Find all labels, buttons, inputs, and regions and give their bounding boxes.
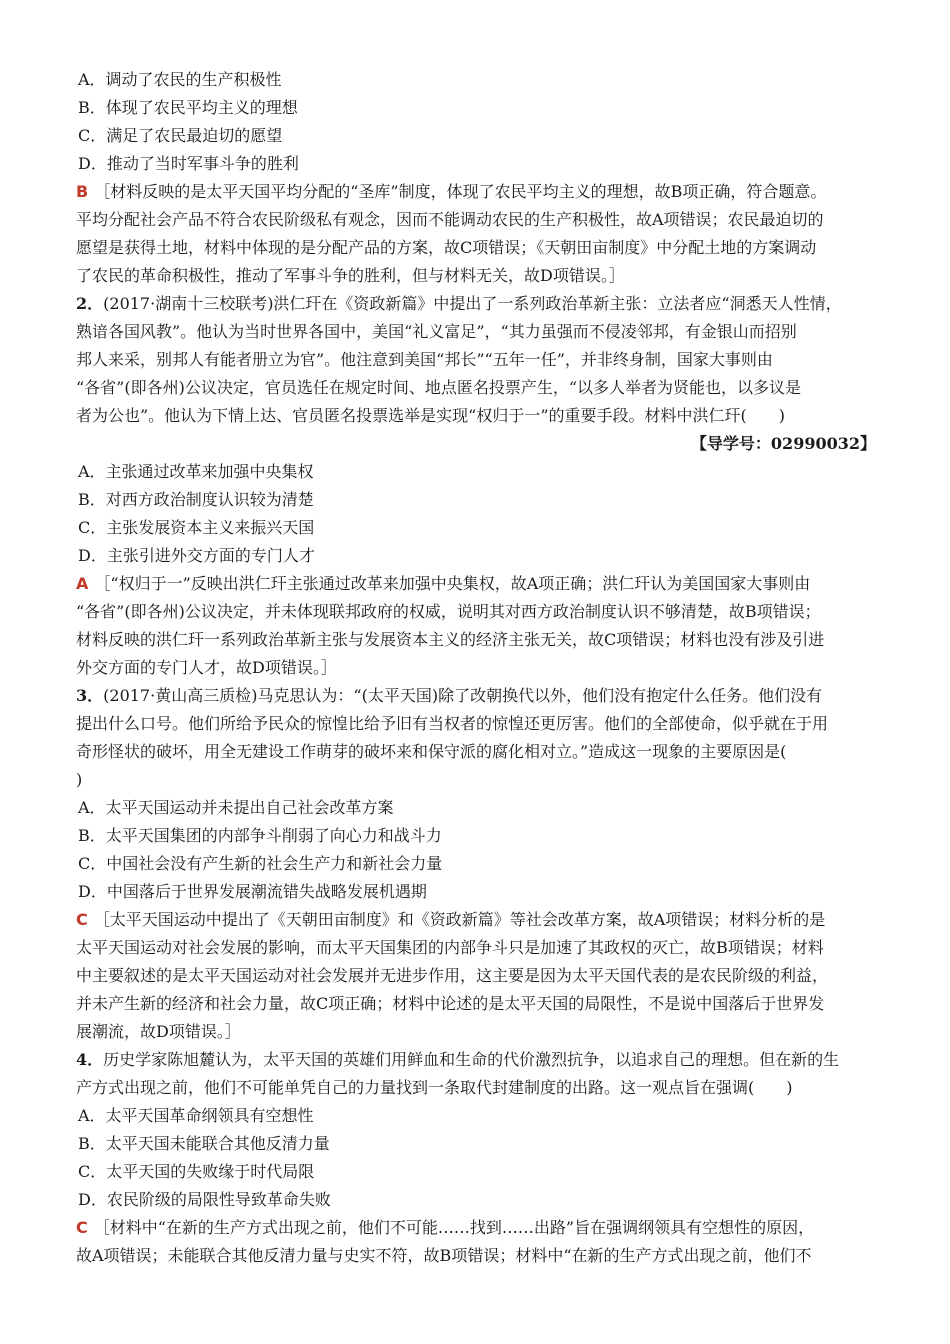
question-stem-line: 提出什么口号。他们所给予民众的惊惶比给予旧有当权者的惊惶还更厉害。他们的全部使命，似乎就在于用 <box>76 714 829 733</box>
option-c: C．主张发展资本主义来振兴天国 <box>78 518 315 537</box>
option-d: D．中国落后于世界发展潮流错失战略发展机遇期 <box>78 882 427 901</box>
question-4 <box>76 1046 876 1270</box>
question-stem-line: 产方式出现之前，他们不可能单凭自己的力量找到一条取代封建制度的出路。这一观点旨在强调( ) <box>76 1078 793 1097</box>
question-stem-line: 3．(2017·黄山高三质检)马克思认为：“(太平天国)除了改朝换代以外，他们没有抱定什么任务。他们没有 <box>76 686 823 705</box>
answer-explanation-line: “各省”(即各州)公议决定，并未体现联邦政府的权威，说明其对西方政治制度认识不够清楚，故B项错误； <box>76 602 821 621</box>
question-number: 4． <box>76 1050 104 1069</box>
option-a: A．主张通过改革来加强中央集权 <box>78 462 314 481</box>
question-stem-line: 2．(2017·湖南十三校联考)洪仁玕在《资政新篇》中提出了一系列政治革新主张：立法者应“洞悉天人性情， <box>76 294 842 313</box>
option-b: B．体现了农民平均主义的理想 <box>78 98 298 117</box>
answer-explanation-line: 外交方面的专门人才，故D项错误。］ <box>76 658 337 677</box>
option-c: C．满足了农民最迫切的愿望 <box>78 126 283 145</box>
question-stem-line: ) <box>76 770 83 789</box>
question-number: 3． <box>76 686 104 705</box>
question-stem-line: 4．历史学家陈旭麓认为，太平天国的英雄们用鲜血和生命的代价激烈抗争，以追求自己的理想。但在新的生 <box>76 1050 840 1069</box>
answer-explanation-line: 平均分配社会产品不符合农民阶级私有观念，因而不能调动农民的生产积极性，故A项错误；农民最迫切的 <box>76 210 824 229</box>
answer-letter: B <box>76 182 89 201</box>
answer-explanation-line: 愿望是获得土地，材料中体现的是分配产品的方案，故C项错误；《天朝田亩制度》中分配土地的方案调动 <box>76 238 817 257</box>
answer-explanation-line: 中主要叙述的是太平天国运动对社会发展并无进步作用，这主要是因为太平天国代表的是农民阶级的利益， <box>76 966 829 985</box>
option-d: D．农民阶级的局限性导致革命失败 <box>78 1190 331 1209</box>
option-a: A．太平天国革命纲领具有空想性 <box>78 1106 314 1125</box>
question-2 <box>76 290 876 682</box>
question-stem-line: 奇形怪状的破坏，用全无建设工作萌芽的破坏来和保守派的腐化相对立。”造成这一现象的主要原因是( <box>76 742 787 761</box>
option-d: D．推动了当时军事斗争的胜利 <box>78 154 299 173</box>
answer-explanation-line: C ［太平天国运动中提出了《天朝田亩制度》和《资政新篇》等社会改革方案，故A项错误；材料分析的是 <box>76 910 826 929</box>
question-stem-line: 熟谙各国风教”。他认为当时世界各国中，美国“礼义富足”，“其力虽强而不侵凌邻邦，有金银山而招别 <box>76 322 797 341</box>
guide-number: 【导学号：02990032】 <box>690 434 876 453</box>
option-c: C．太平天国的失败缘于时代局限 <box>78 1162 315 1181</box>
question-3 <box>76 682 876 1046</box>
answer-explanation-line: 故A项错误；未能联合其他反清力量与史实不符，故B项错误；材料中“在新的生产方式出现之前，他们不 <box>76 1246 812 1265</box>
answer-explanation-line: 太平天国运动对社会发展的影响，而太平天国集团的内部争斗只是加速了其政权的灭亡，故B项错误；材料 <box>76 938 824 957</box>
answer-explanation-line: B ［材料反映的是太平天国平均分配的“圣库”制度，体现了农民平均主义的理想，故B项正确，符合题意。 <box>76 182 827 201</box>
question-stem-line: 者为公也”。他认为下情上达、官员匿名投票选举是实现“权归于一”的重要手段。材料中洪仁玕( ) <box>76 406 786 425</box>
answer-letter: C <box>76 910 88 929</box>
question-stem-line: “各省”(即各州)公议决定，官员选任在规定时间、地点匿名投票产生，“以多人举者为贤能也，以多议是 <box>76 378 802 397</box>
answer-letter: A <box>76 574 89 593</box>
answer-explanation-line: 了农民的革命积极性，推动了军事斗争的胜利，但与材料无关，故D项错误。］ <box>76 266 625 285</box>
option-a: A．太平天国运动并未提出自己社会改革方案 <box>78 798 394 817</box>
question-number: 2． <box>76 294 104 313</box>
option-d: D．主张引进外交方面的专门人才 <box>78 546 315 565</box>
answer-explanation-line: A ［“权归于一”反映出洪仁玕主张通过改革来加强中央集权，故A项正确；洪仁玕认为美国国家大事则由 <box>76 574 811 593</box>
option-a: A．调动了农民的生产积极性 <box>78 70 282 89</box>
option-b: B．对西方政治制度认识较为清楚 <box>78 490 314 509</box>
question-stem-line: 邦人来采，别邦人有能者册立为官”。他注意到美国“邦长”“五年一任”，并非终身制，国家大事则由 <box>76 350 773 369</box>
question-1 <box>76 66 876 290</box>
answer-explanation-line: 展潮流，故D项错误。］ <box>76 1022 241 1041</box>
option-b: B．太平天国未能联合其他反清力量 <box>78 1134 330 1153</box>
answer-explanation-line: 材料反映的洪仁玕一系列政治革新主张与发展资本主义的经济主张无关，故C项错误；材料也没有涉及引进 <box>76 630 825 649</box>
answer-explanation-line: 并未产生新的经济和社会力量，故C项正确；材料中论述的是太平天国的局限性，不是说中国落后于世界发 <box>76 994 825 1013</box>
document-page <box>76 66 876 1270</box>
option-c: C．中国社会没有产生新的社会生产力和新社会力量 <box>78 854 443 873</box>
answer-letter: C <box>76 1218 88 1237</box>
answer-explanation-line: C ［材料中“在新的生产方式出现之前，他们不可能……找到……出路”旨在强调纲领具有空想性的原因， <box>76 1218 815 1237</box>
option-b: B．太平天国集团的内部争斗削弱了向心力和战斗力 <box>78 826 442 845</box>
